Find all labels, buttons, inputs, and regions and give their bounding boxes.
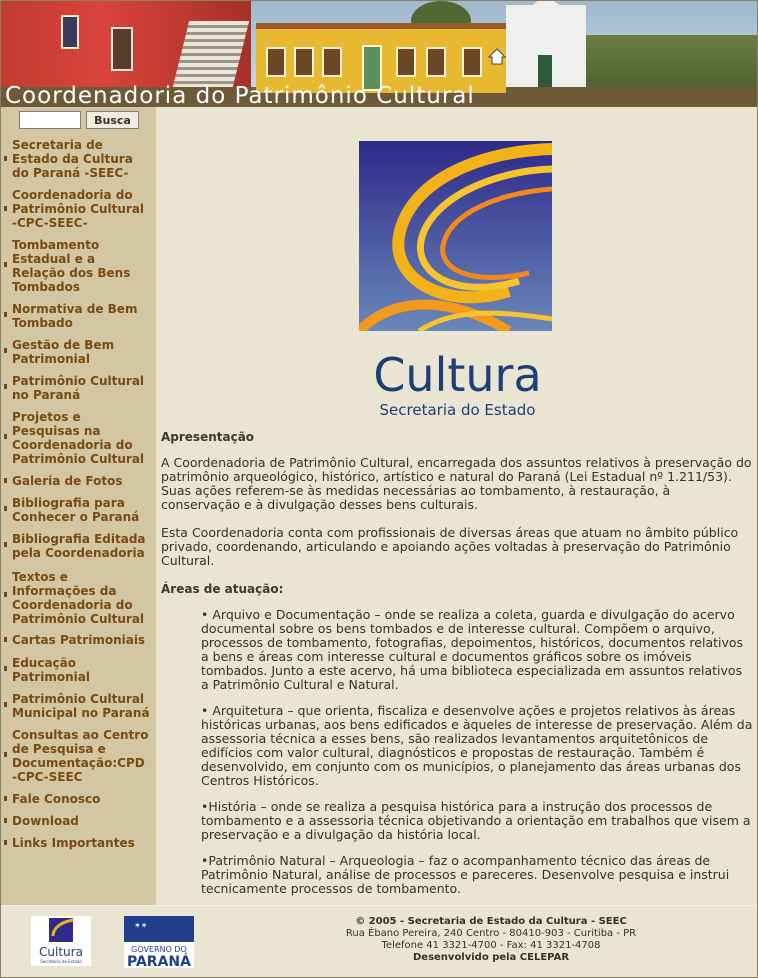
bullet-icon [4,818,7,823]
banner-photo-hills [586,35,757,87]
footer-address: Rua Ébano Pereira, 240 Centro - 80410-903 - Curitiba - PR [345,928,637,939]
footer [1,905,757,978]
sidebar-item-educacao[interactable]: Educação Patrimonial [12,656,90,684]
banner-photo-red-house [1,1,251,87]
governo-logo-line2: PARANÁ [127,954,191,968]
main-content [158,107,757,905]
bullet-icon [4,666,7,671]
apresentacao-heading: Apresentação [161,430,255,444]
sidebar-item-projetos[interactable]: Projetos e Pesquisas na Coordenadoria do Patrimônio Cultural [12,410,145,466]
sidebar-item-tombamento[interactable]: Tombamento Estadual e a Relação dos Bens Tombados [12,238,131,294]
area-item-arquitetura: • Arquitetura – que orienta, fiscaliza e desenvolve ações e projetos relativos às áreas históricas urbanas, aos bens edificados e àqueles de interesse de preservação. Além da assessoria técnica a esses bens, são realizados levantamentos arquitetônicos de edifícios com valor cultural, diagnósticos e propostas de restauração. Também é desenvolvido, em conjunto com os municípios, o planejamento das áreas urbanas dos Centros Históricos. [201,703,753,788]
svg-text:✶✶: ✶✶ [134,921,148,930]
governo-parana-logo [124,916,194,968]
header-banner [1,1,757,107]
bullet-icon [4,506,7,511]
bullet-icon [4,702,7,707]
area-item-historia: •História – onde se realiza a pesquisa histórica para a instrução dos processos de tombamento e a assessoria técnica objetivando a orientação em trabalhos que visem a preservação e a divulgação da história local. [201,799,751,842]
cultura-logo-subtitle: Secretaria do Estado [379,401,536,419]
search-input[interactable] [19,111,81,129]
bullet-icon [4,348,7,353]
cultura-footer-logo-text: Cultura [39,945,83,959]
bullet-icon [4,478,7,483]
home-sign-icon [487,47,507,67]
cultura-logo-art [359,141,552,331]
cultura-logo-word: Cultura [373,348,542,402]
areas-heading: Áreas de atuação: [161,582,284,596]
sidebar-item-municipal[interactable]: Patrimônio Cultural Municipal no Paraná [12,692,150,720]
bullet-icon [4,384,7,389]
footer-developer: Desenvolvido pela CELEPAR [412,952,570,963]
area-item-arquivo: • Arquivo e Documentação – onde se realiza a coleta, guarda e divulgação do acervo documental sobre os bens tombados e de interesse cultural. Compõem o arquivo, processos de tombamento, fotografias, depoimentos, históricos, documentos relativos a bens e áreas com interesse cultural e documentos gráficos sobre os imóveis tombados. Junto a este acervo, há uma biblioteca especializada em assuntos relativos a Patrimônio Cultural e Natural. [201,607,744,692]
footer-copyright: © 2005 - Secretaria de Estado da Cultura - SEEC [355,916,627,927]
area-item-patrimonio-natural: •Patrimônio Natural – Arqueologia – faz o acompanhamento técnico das áreas de Patrimônio Natural, análise de processos e pareceres. Desenvolve pesquisa e instrui tecnicamente processos de tombamento. [201,853,730,896]
apresentacao-paragraph-2: Esta Coordenadoria conta com profissionais de diversas áreas que atuam no âmbito público privado, coordenando, articulando e apoiando ações voltadas à preservação do Patrimônio Cultural. [161,525,739,568]
bullet-icon [4,840,7,845]
bullet-icon [4,637,7,642]
bullet-icon [4,796,7,801]
sidebar-item-cpc[interactable]: Coordenadoria do Patrimônio Cultural -CPC-SEEC- [12,188,145,230]
sidebar-item-cartas[interactable]: Cartas Patrimoniais [12,633,146,647]
cultura-footer-logo-sub: Secretaria de Estado [40,959,82,964]
sidebar-item-bibliografia-parana[interactable]: Bibliografia para Conhecer o Paraná [12,496,140,524]
sidebar [1,107,158,905]
bullet-icon [4,206,7,211]
bullet-icon [4,262,7,267]
banner-photo-church [506,5,586,87]
sidebar-item-download[interactable]: Download [12,814,79,828]
sidebar-item-patrimonio-parana[interactable]: Patrimônio Cultural no Paraná [12,374,145,402]
bullet-icon [4,156,7,161]
sidebar-item-galeria[interactable]: Galeria de Fotos [12,474,123,488]
sidebar-item-textos[interactable]: Textos e Informações da Coordenadoria do Patrimônio Cultural [12,570,145,626]
sidebar-item-seec[interactable]: Secretaria de Estado da Cultura do Paraná -SEEC- [12,138,133,180]
search-button[interactable]: Busca [86,111,139,129]
sidebar-item-gestao[interactable]: Gestão de Bem Patrimonial [12,338,115,366]
sidebar-item-bibliografia-editada[interactable]: Bibliografia Editada pela Coordenadoria [12,532,146,560]
bullet-icon [4,312,7,317]
governo-logo-line1: GOVERNO DO [131,945,187,954]
bullet-icon [4,542,7,547]
sidebar-item-normativa[interactable]: Normativa de Bem Tombado [12,302,138,330]
bullet-icon [4,592,7,597]
sidebar-item-links[interactable]: Links Importantes [12,836,135,850]
bullet-icon [4,752,7,757]
sidebar-item-fale-conosco[interactable]: Fale Conosco [12,792,101,806]
apresentacao-paragraph-1: A Coordenadoria de Patrimônio Cultural, encarregada dos assuntos relativos à preservação do patrimônio arqueológico, histórico, artístico e natural do Paraná (Lei Estadual nº 1.211/53). Suas ações referem-se às medidas necessárias ao tombamento, à restauração, à conservação e à divulgação desses bens culturais. [161,455,752,512]
site-title: Coordenadoria do Patrimônio Cultural [5,83,475,107]
footer-phone: Telefone 41 3321-4700 - Fax: 41 3321-4708 [381,940,601,951]
cultura-footer-logo [31,916,91,966]
sidebar-item-consultas[interactable]: Consultas ao Centro de Pesquisa e Documentação:CPD -CPC-SEEC [12,728,149,784]
bullet-icon [4,434,7,439]
